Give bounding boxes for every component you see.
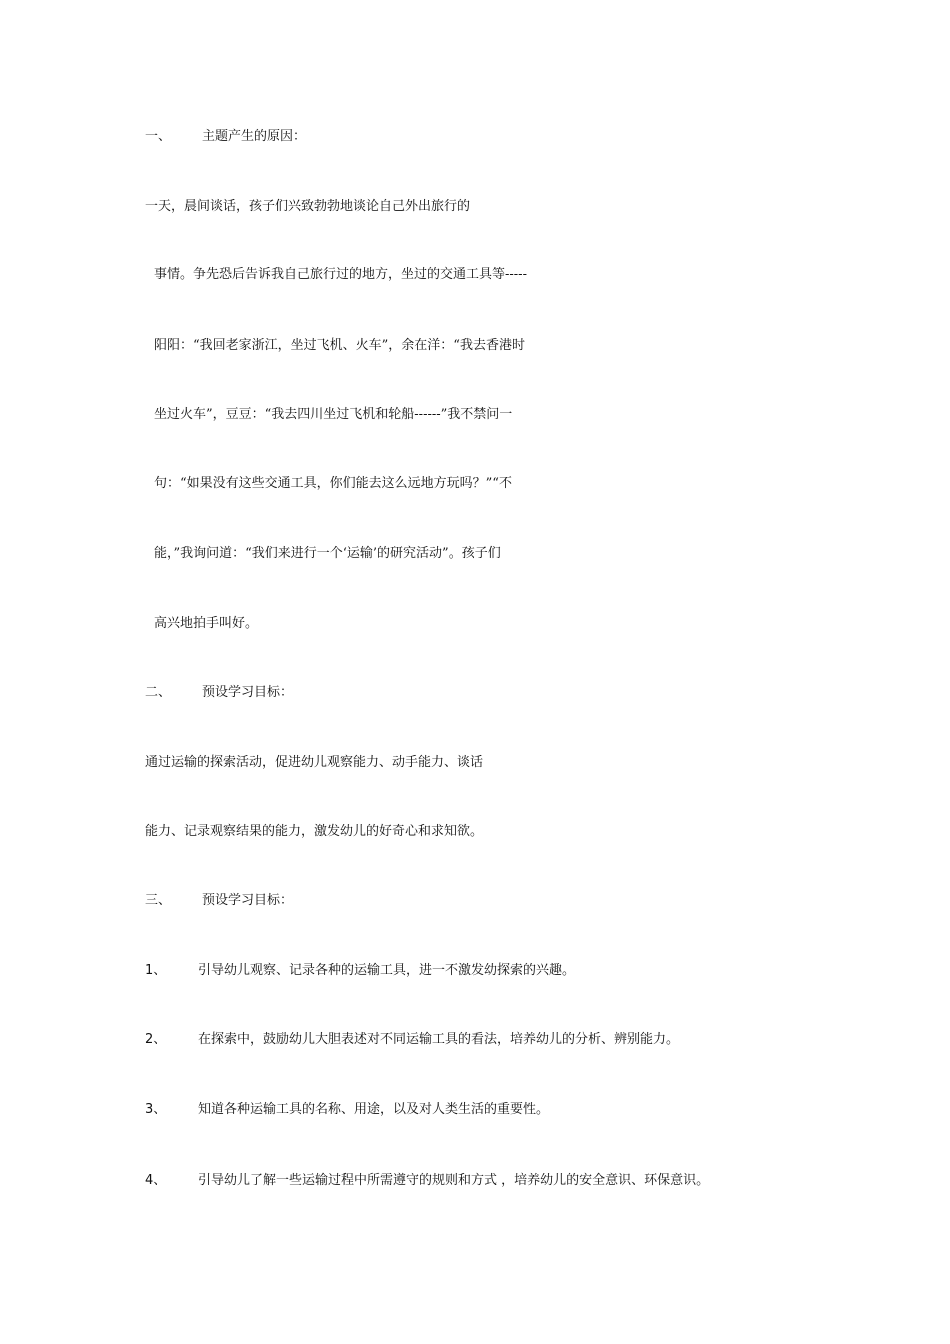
section-2-paragraph-line: 能力、记录观察结果的能力，激发幼儿的好奇心和求知欲。 xyxy=(145,824,484,839)
goal-list-item xyxy=(145,1031,679,1049)
goal-text: 引导幼儿了解一些运输过程中所需遵守的规则和方式 ，培养幼儿的安全意识、环保意识。 xyxy=(198,1173,710,1188)
section-1-paragraph-line: 事情。争先恐后告诉我自己旅行过的地方，坐过的交通工具等----- xyxy=(154,267,527,282)
section-3-title: 预设学习目标： xyxy=(202,893,294,908)
section-1-paragraph-line: 一天，晨间谈话，孩子们兴致勃勃地谈论自己外出旅行的 xyxy=(145,199,471,214)
goal-list-item xyxy=(145,1172,709,1190)
goal-list-item xyxy=(145,962,575,980)
section-1-paragraph-line: 能，”我询问道：“我们来进行一个‘运输’的研究活动”。孩子们 xyxy=(154,546,501,561)
section-1-paragraph-line: 句：“如果没有这些交通工具，你们能去这么远地方玩吗？”“不 xyxy=(154,476,512,491)
section-3-heading xyxy=(145,892,293,910)
goal-number: 1、 xyxy=(145,963,167,978)
section-1-paragraph-line: 坐过火车”，豆豆：“我去四川坐过飞机和轮船------”我不禁问一 xyxy=(154,407,513,422)
goal-number: 4、 xyxy=(145,1173,167,1188)
goal-text: 知道各种运输工具的名称、用途，以及对人类生活的重要性。 xyxy=(198,1102,550,1117)
section-2-heading xyxy=(145,684,293,702)
section-1-heading xyxy=(145,128,306,146)
section-2-title: 预设学习目标： xyxy=(202,685,294,700)
section-2-number: 二、 xyxy=(145,685,172,700)
goal-list-item xyxy=(145,1101,549,1119)
goal-text: 引导幼儿观察、记录各种的运输工具，进一不激发幼探索的兴趣。 xyxy=(198,963,576,978)
section-1-paragraph-line: 高兴地拍手叫好。 xyxy=(154,616,259,631)
section-1-number: 一、 xyxy=(145,129,172,144)
section-1-title: 主题产生的原因： xyxy=(202,129,307,144)
section-1-paragraph-line: 阳阳：“我回老家浙江，坐过飞机、火车”，余在洋：“我去香港时 xyxy=(154,338,525,353)
section-3-number: 三、 xyxy=(145,893,172,908)
goal-number: 2、 xyxy=(145,1032,167,1047)
section-2-paragraph-line: 通过运输的探索活动，促进幼儿观察能力、动手能力、谈话 xyxy=(145,755,484,770)
goal-text: 在探索中，鼓励幼儿大胆表述对不同运输工具的看法，培养幼儿的分析、辨别能力。 xyxy=(198,1032,680,1047)
goal-number: 3、 xyxy=(145,1102,167,1117)
